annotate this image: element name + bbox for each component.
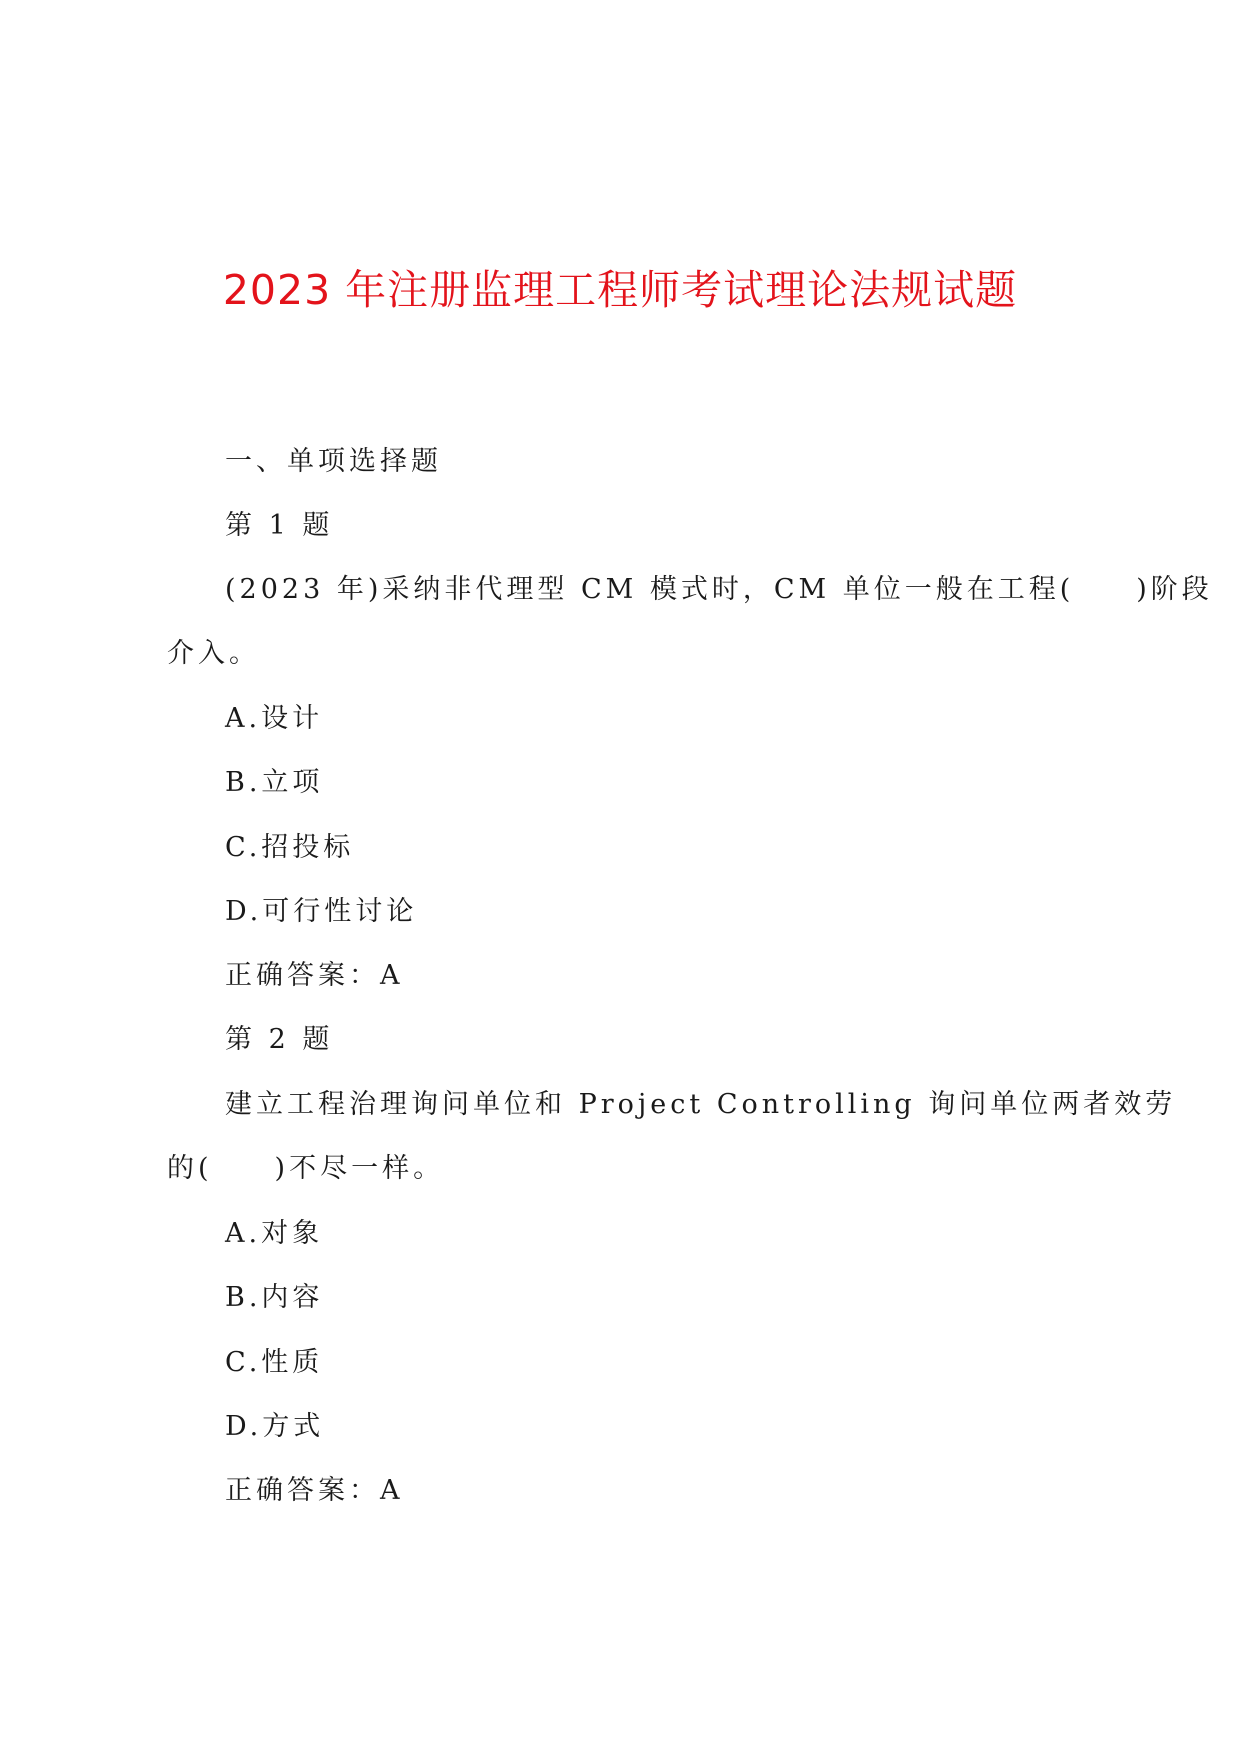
question-2-answer: 正确答案：A (225, 1475, 404, 1506)
question-2-option-c: C.性质 (225, 1347, 324, 1378)
question-2-option-d: D.方式 (225, 1411, 325, 1442)
question-1-answer: 正确答案：A (225, 960, 404, 991)
question-1-option-a: A.设计 (225, 703, 324, 734)
question-2-stem-line-2: 的( )不尽一样。 (167, 1153, 445, 1184)
section-heading: 一、单项选择题 (225, 446, 442, 477)
question-1-option-c: C.招投标 (225, 832, 355, 863)
question-2-option-a: A.对象 (225, 1218, 324, 1249)
question-1-option-d: D.可行性讨论 (225, 896, 418, 927)
question-2-stem-line-1: 建立工程治理询问单位和 Project Controlling 询问单位两者效劳 (225, 1089, 1177, 1120)
document-title: 2023 年注册监理工程师考试理论法规试题 (222, 266, 1018, 314)
question-1-stem-line-2: 介入。 (167, 638, 260, 669)
question-2-option-b: B.内容 (225, 1282, 324, 1313)
question-1-option-b: B.立项 (225, 767, 324, 798)
question-1-number: 第 1 题 (225, 510, 334, 541)
question-2-number: 第 2 题 (225, 1024, 334, 1055)
question-1-stem-line-1: (2023 年)采纳非代理型 CM 模式时，CM 单位一般在工程( )阶段 (225, 574, 1213, 605)
